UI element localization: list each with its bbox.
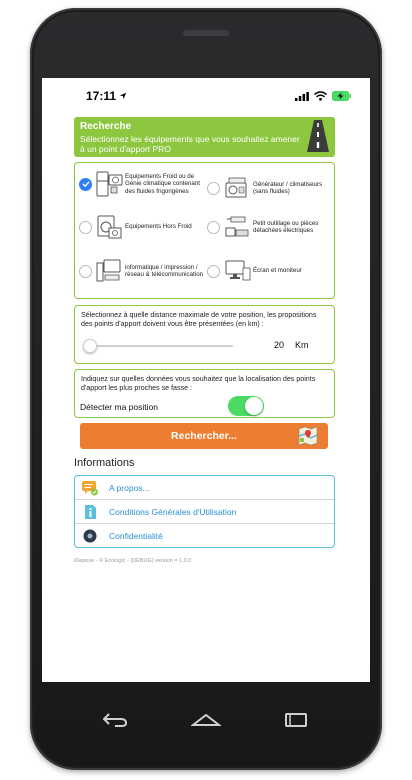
recents-button[interactable] [282,709,312,731]
back-icon [101,712,129,728]
equipment-label-outillage: Petit outillage ou pièces détachées électriques [253,219,319,234]
map-icon [298,426,318,446]
informations-heading: Informations [74,457,135,469]
location-card [74,369,335,418]
equipment-option-generateur[interactable] [207,175,325,201]
equipment-label-ecran: Écran et moniteur [253,267,302,275]
distance-description: Sélectionnez à quelle distance maximale de votre position, les propositions des points d'apport doivent vous être présentées (en km) : [81,311,317,328]
privacy-label: Confidentialité [109,531,163,541]
status-bar [42,78,370,114]
recents-icon [284,712,310,728]
washing-machine-icon [95,214,123,240]
toggle-knob [245,397,263,415]
search-header-card [74,117,335,157]
detect-position-label: Détecter ma position [80,402,158,412]
equipment-option-hors-froid[interactable] [79,214,192,240]
fridge-ac-icon [95,171,123,197]
search-button[interactable] [80,423,328,449]
tools-icon [223,214,251,240]
phone-speaker [183,30,229,36]
equipment-radio-informatique[interactable] [79,265,92,278]
home-icon [191,713,221,727]
search-button-label: Rechercher... [171,430,237,442]
search-subtitle: Sélectionnez les équipements que vous souhaitez amener à un point d'apport PRO [80,134,300,154]
distance-slider[interactable] [83,339,233,353]
privacy-icon [81,527,99,545]
equipment-selection [74,162,335,299]
equipment-option-ecran[interactable] [207,258,302,284]
equipment-option-outillage[interactable] [207,214,325,240]
generator-icon [223,175,251,201]
about-link[interactable] [75,476,334,500]
search-title: Recherche [80,121,132,132]
equipment-radio-froid[interactable] [79,178,92,191]
equipment-option-informatique[interactable] [79,258,205,284]
wifi-icon [314,91,327,101]
detect-position-toggle[interactable] [228,396,264,416]
slider-track [83,345,233,347]
cgu-link[interactable] [75,500,334,524]
slider-thumb[interactable] [83,339,97,353]
signal-icon [295,92,309,101]
equipment-radio-hors-froid[interactable] [79,221,92,234]
status-time [86,89,127,103]
road-icon [307,120,329,152]
monitor-icon [223,258,251,284]
equipment-radio-outillage[interactable] [207,221,220,234]
computer-icon [95,258,123,284]
version-footer: iDepose - © Ecologic - (DEBUG) version = 1.0.0 [74,558,192,564]
cgu-label: Conditions Générales d'Utilisation [109,506,237,517]
distance-value: 20 [274,340,285,350]
status-icons [295,91,352,101]
status-time-text: 17:11 [86,89,117,103]
distance-unit: Km [295,340,309,350]
home-button[interactable] [191,709,221,731]
about-label: A propos... [109,482,150,493]
equipment-label-informatique: informatique / impression / réseau & télécommunication [125,263,204,278]
distance-card [74,305,335,364]
equipment-label-hors-froid: Equipements Hors Froid [125,223,192,231]
equipment-option-froid[interactable] [79,171,205,197]
informations-list [74,475,335,548]
checkmark-icon [82,180,90,188]
android-nav-bar [30,690,382,750]
privacy-link[interactable] [75,524,334,548]
equipment-radio-generateur[interactable] [207,182,220,195]
battery-charging-icon [332,91,352,101]
back-button[interactable] [100,709,130,731]
info-icon [81,503,99,521]
location-arrow-icon [119,92,127,100]
equipment-radio-ecran[interactable] [207,265,220,278]
app-screen [42,78,370,682]
equipment-label-generateur: Générateur / climatiseurs (sans fluides) [253,180,323,195]
about-icon [81,479,99,497]
equipment-label-froid: Equipements Froid ou de Génie climatique contenant des fluides frigorigènes [125,172,200,195]
location-description: Indiquez sur quelles données vous souhaitez que la localisation des points d'apport les plus proches se fasse : [81,375,316,392]
